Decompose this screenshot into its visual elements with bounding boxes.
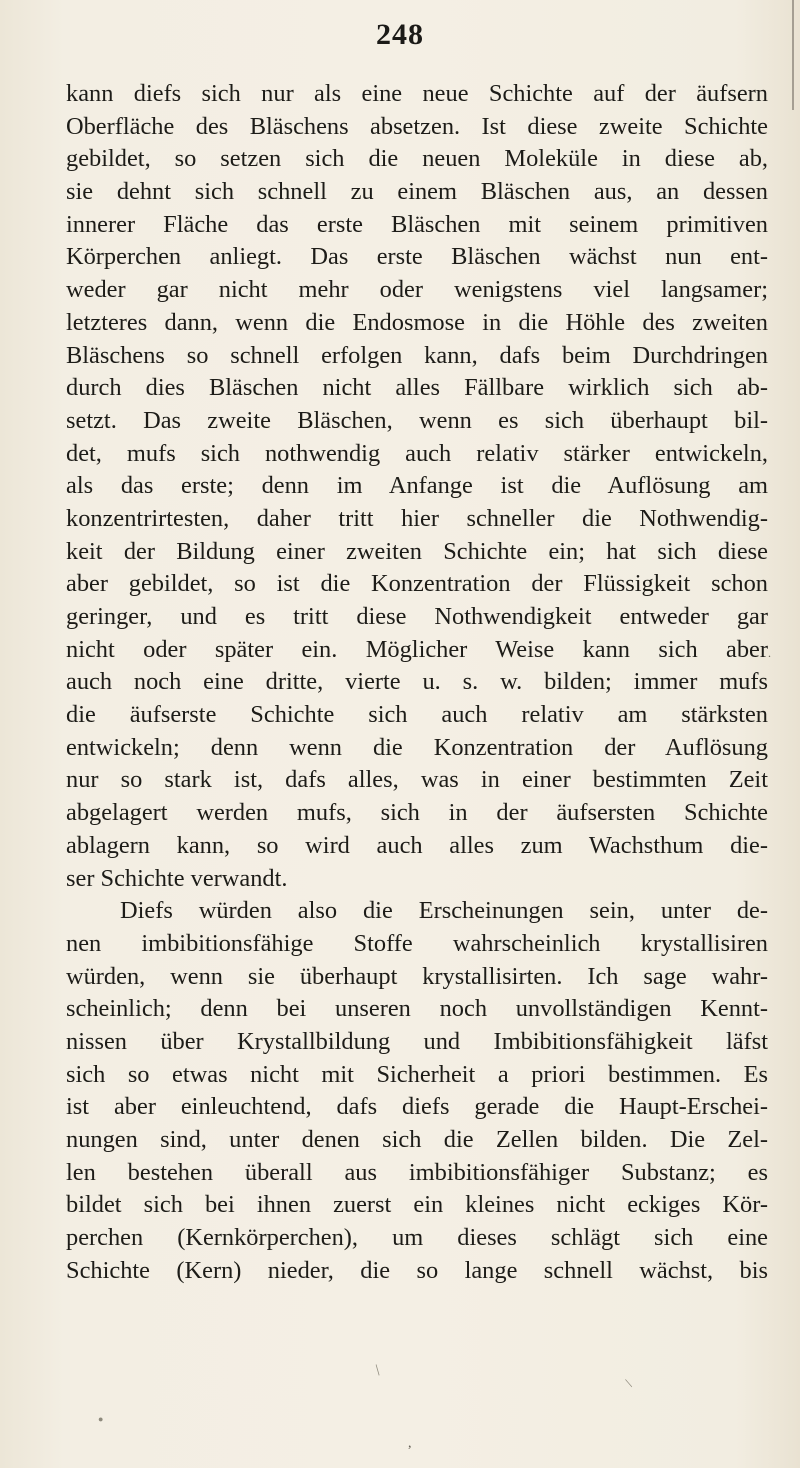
text-line: geringer, und es tritt diese Nothwendigkeit entweder gar xyxy=(66,603,768,630)
text-line: letzteres dann, wenn die Endosmose in die Höhle des zweiten xyxy=(66,308,768,336)
text-line: gebildet, so setzen sich die neuen Moleküle in diese ab, xyxy=(66,145,768,173)
text-line: Oberfläche des Bläschens absetzen. Ist diese zweite Schichte xyxy=(66,112,768,140)
text-line: kann diefs sich nur als eine neue Schichte auf der äufsern xyxy=(66,80,768,107)
text-line-paragraph-start: Diefs würden also die Erscheinungen sein, unter de- xyxy=(120,897,768,925)
ink-speck-mark: ● xyxy=(98,1414,104,1424)
text-line: bildet sich bei ihnen zuerst ein kleines nicht eckiges Kör- xyxy=(66,1191,768,1219)
text-line: abgelagert werden mufs, sich in der äufsersten Schichte xyxy=(66,799,768,827)
body-text xyxy=(66,78,768,1287)
text-line: würden, wenn sie überhaupt krystallisirten. Ich sage wahr- xyxy=(66,962,768,990)
text-line: nur so stark ist, dafs alles, was in einer bestimmten Zeit xyxy=(66,766,768,794)
text-line: aber gebildet, so ist die Konzentration der Flüssigkeit schon xyxy=(66,570,768,598)
text-line: det, mufs sich nothwendig auch relativ stärker entwickeln, xyxy=(66,439,768,467)
page-number: 248 xyxy=(376,18,424,51)
text-line-paragraph-end: ser Schichte verwandt. xyxy=(66,864,288,892)
text-line: setzt. Das zweite Bläschen, wenn es sich überhaupt bil- xyxy=(66,406,768,434)
text-line: nicht oder später ein. Möglicher Weise kann sich aber xyxy=(66,635,768,663)
text-line: len bestehen überall aus imbibitionsfähiger Substanz; es xyxy=(66,1158,768,1186)
ink-speck-mark: / xyxy=(622,1378,637,1390)
text-line: nen imbibitionsfähige Stoffe wahrscheinlich krystallisiren xyxy=(66,929,768,957)
text-line: sie dehnt sich schnell zu einem Bläschen aus, an dessen xyxy=(66,178,768,206)
text-line: weder gar nicht mehr oder wenigstens viel langsamer; xyxy=(66,276,768,304)
text-line: Schichte (Kern) nieder, die so lange schnell wächst, bis xyxy=(66,1256,768,1284)
text-line: innerer Fläche das erste Bläschen mit seinem primitiven xyxy=(66,210,768,238)
ink-speck-mark: / xyxy=(371,1362,385,1379)
text-line: als das erste; denn im Anfange ist die Auflösung am xyxy=(66,472,768,500)
text-line: auch noch eine dritte, vierte u. s. w. bilden; immer mufs xyxy=(66,668,768,696)
text-line: durch dies Bläschen nicht alles Fällbare wirklich sich ab- xyxy=(66,374,768,402)
text-line: perchen (Kernkörperchen), um dieses schlägt sich eine xyxy=(66,1224,768,1252)
ink-speck-mark: . xyxy=(768,646,771,660)
text-line: Körperchen anliegt. Das erste Bläschen wächst nun ent- xyxy=(66,243,768,271)
page-edge-shadow xyxy=(792,0,794,110)
text-line: scheinlich; denn bei unseren noch unvollständigen Kennt- xyxy=(66,995,768,1023)
text-line: ist aber einleuchtend, dafs diefs gerade die Haupt-Erschei- xyxy=(66,1093,768,1121)
ink-speck-mark: , xyxy=(408,1436,412,1451)
text-line: entwickeln; denn wenn die Konzentration der Auflösung xyxy=(66,733,768,761)
text-line: nungen sind, unter denen sich die Zellen bilden. Die Zel- xyxy=(66,1126,768,1153)
text-line: keit der Bildung einer zweiten Schichte ein; hat sich diese xyxy=(66,537,768,565)
text-line: sich so etwas nicht mit Sicherheit a priori bestimmen. Es xyxy=(66,1060,768,1088)
text-line: ablagern kann, so wird auch alles zum Wachsthum die- xyxy=(66,831,768,859)
text-line: nissen über Krystallbildung und Imbibitionsfähigkeit läfst xyxy=(66,1027,768,1055)
text-line: Bläschens so schnell erfolgen kann, dafs beim Durchdringen xyxy=(66,341,768,369)
text-line: die äufserste Schichte sich auch relativ am stärksten xyxy=(66,701,768,729)
text-line: konzentrirtesten, daher tritt hier schneller die Nothwendig- xyxy=(66,504,768,532)
